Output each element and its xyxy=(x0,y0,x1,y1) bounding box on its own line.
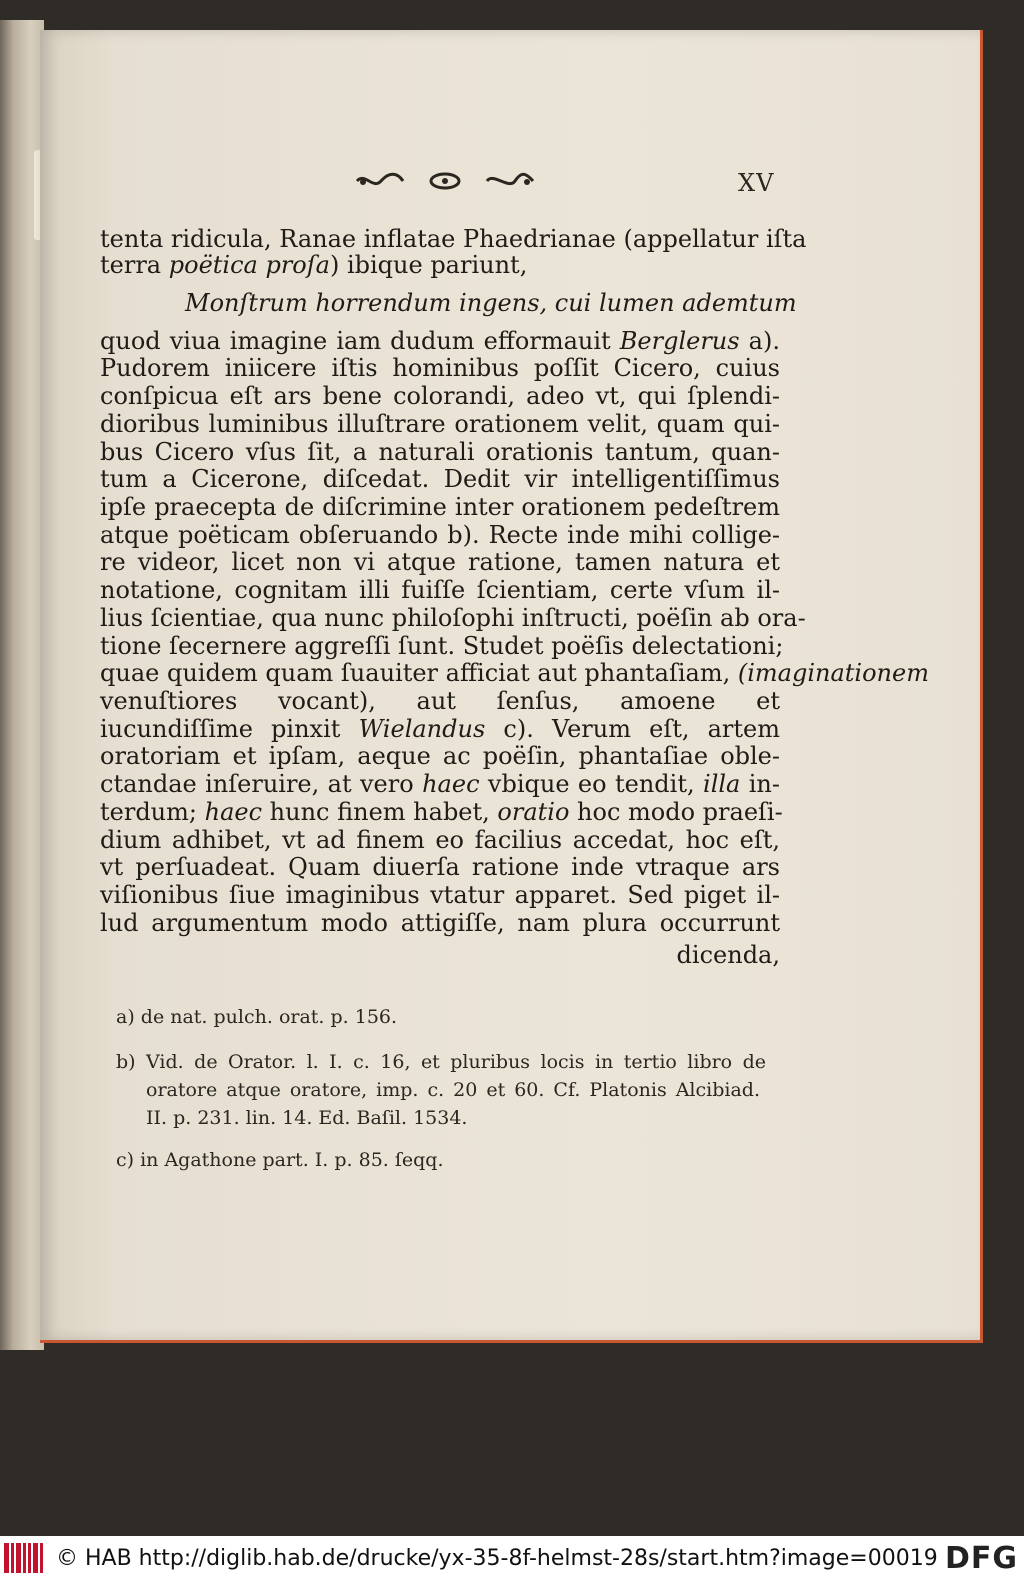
text-line xyxy=(100,659,929,687)
text-line xyxy=(100,252,780,279)
text-line xyxy=(100,328,780,355)
footnote-b-line-2: oratore atque oratore, imp. c. 20 et 60. Cf. Platonis Alcibiad. xyxy=(146,1079,760,1101)
text-line: tum a Cicerone, diſcedat. Dedit vir intelligentiſſimus xyxy=(100,465,780,493)
viewer-footer xyxy=(0,1536,1024,1580)
italic-segment: poëtica proſa xyxy=(168,251,330,279)
verse-quote: Monſtrum horrendum ingens, cui lumen ademtum xyxy=(185,289,797,317)
text-line: bus Cicero vſus ſit, a naturali orationis tantum, quan- xyxy=(100,438,780,466)
text-segment: quod viua imagine iam dudum efformauit xyxy=(100,327,611,355)
previous-page-edge xyxy=(0,20,44,1350)
text-line xyxy=(100,771,780,798)
text-line: vt perſuadeat. Quam diuerſa ratione inde vtraque ars xyxy=(100,853,780,881)
text-line: lius ſcientiae, qua nunc philoſophi inſtructi, poëſin ab ora- xyxy=(100,604,806,632)
footnote-a: a) de nat. pulch. orat. p. 156. xyxy=(116,1006,398,1028)
text-segment: ) ibique pariunt, xyxy=(329,251,528,279)
footnote-b-line-3: II. p. 231. lin. 14. Ed. Baſil. 1534. xyxy=(146,1107,468,1129)
text-line: atque poëticam obſeruando b). Recte inde mihi collige- xyxy=(100,521,780,549)
text-line: dium adhibet, vt ad finem eo facilius accedat, hoc eſt, xyxy=(100,826,780,854)
text-segment: c). Verum eſt, artem xyxy=(485,715,780,743)
dfg-logo: DFG xyxy=(944,1540,1018,1576)
italic-segment: Berglerus xyxy=(619,327,740,355)
text-line: ipſe praecepta de diſcrimine inter orationem pedeſtrem xyxy=(100,493,780,521)
hab-logo-icon xyxy=(4,1543,44,1573)
text-segment: terdum; xyxy=(100,798,197,826)
text-line: conſpicua eſt ars bene colorandi, adeo vt, qui ſplendi- xyxy=(100,382,780,410)
ornament-left-icon xyxy=(355,172,405,194)
text-line: re videor, licet non vi atque ratione, tamen natura et xyxy=(100,548,780,576)
text-segment: hoc modo praeſi- xyxy=(569,798,783,826)
header-ornament xyxy=(355,172,535,194)
text-line xyxy=(100,798,783,826)
text-line: lud argumentum modo attigiſſe, nam plura occurrunt xyxy=(100,909,780,937)
text-segment: ctandae inſeruire, at vero xyxy=(100,770,414,798)
text-line: tenta ridicula, Ranae inflatae Phaedrianae (appellatur iſta xyxy=(100,225,807,253)
italic-segment: oratio xyxy=(497,798,570,826)
ornament-right-icon xyxy=(485,172,535,194)
text-segment: in- xyxy=(740,770,780,798)
text-segment: terra xyxy=(100,251,162,279)
text-segment: iucundiſſime pinxit xyxy=(100,715,341,743)
page-number: XV xyxy=(738,169,775,197)
text-line: tione ſecernere aggreſſi ſunt. Studet poëſis delectationi; xyxy=(100,632,784,660)
catchword: dicenda, xyxy=(676,941,780,969)
text-segment: quae quidem quam ſuauiter afficiat aut phantaſiam, xyxy=(100,659,731,687)
footnote-b: b) Vid. de Orator. l. I. c. 16, et pluribus locis in tertio libro de xyxy=(116,1051,766,1073)
text-line: venuſtiores vocant), aut ſenſus, amoene et xyxy=(100,687,780,715)
italic-segment: haec xyxy=(422,770,480,798)
italic-segment: Wielandus xyxy=(358,715,486,743)
text-line: dioribus luminibus illuſtrare orationem velit, quam qui- xyxy=(100,410,780,438)
italic-segment: haec xyxy=(204,798,263,826)
text-line xyxy=(100,716,780,743)
text-segment: vbique eo tendit, xyxy=(479,770,695,798)
text-segment: hunc finem habet, xyxy=(262,798,490,826)
text-line: viſionibus ſiue imaginibus vtatur apparet. Sed piget il- xyxy=(100,881,780,909)
text-line: oratoriam et ipſam, aeque ac poëſin, phantaſiae oble- xyxy=(100,742,780,770)
copyright-url[interactable]: © HAB http://diglib.hab.de/drucke/yx-35-8f-helmst-28s/start.htm?image=00019 xyxy=(56,1545,938,1571)
text-segment: a). xyxy=(739,327,780,355)
italic-segment: illa xyxy=(703,770,741,798)
italic-segment: (imaginationem xyxy=(737,659,929,687)
ornament-center-icon xyxy=(427,171,463,195)
text-line: Pudorem iniicere iſtis hominibus poſſit Cicero, cuius xyxy=(100,354,780,382)
text-line: notatione, cognitam illi fuiſſe ſcientiam, certe vſum il- xyxy=(100,576,780,604)
footnote-c: c) in Agathone part. I. p. 85. ſeqq. xyxy=(116,1149,444,1171)
